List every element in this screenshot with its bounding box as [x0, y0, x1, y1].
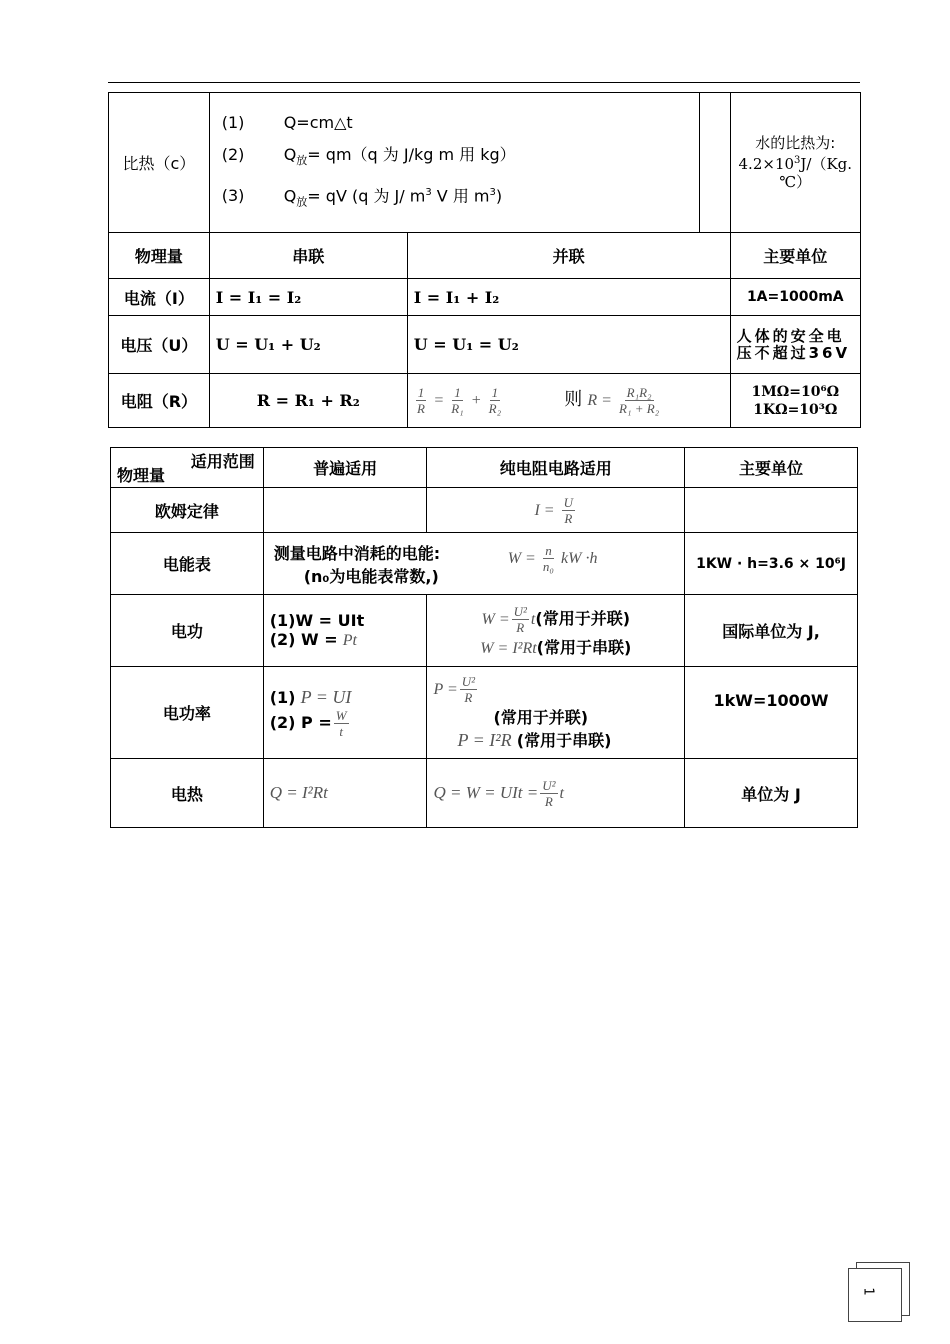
header-row [109, 233, 861, 279]
row-electric-heat: 电热 Q = I²Rt Q = W = UIt = $\frac{\text{U²}}{R}$ t 单位为 J [111, 759, 858, 828]
col-header-unit: 主要单位 [730, 233, 860, 279]
row-ohm: 欧姆定律 I = $\frac{U}{R}$ [111, 488, 858, 533]
row-resistance: 电阻（R） R = R₁ + R₂ $\frac{1}{R}$ = $\frac{1}{\text{R₁}}$ + $\frac{1}{\text{R₂}}$ 则 R = $\frac{\text{R₁R₂}}{\text{R₁ + R₂}}$ 1MΩ=10⁶Ω 1KΩ=10³Ω [109, 374, 861, 428]
row-electric-work: 电功 (1)W = UIt (2) W = Pt W = $\frac{\text{U²}}{R}$ t(常用于并联) W = I²Rt(常用于串联) 国际单位为 J, [111, 595, 858, 667]
header-row-2: 适用范围 物理量 普遍适用 纯电阻电路适用 主要单位 [111, 448, 858, 488]
page-number-box [848, 1262, 908, 1322]
formula-q-qv: = qV (q 为 J/ m [307, 186, 426, 206]
formula-q-qm: = qm（q 为 J/kg m 用 kg） [307, 144, 516, 164]
row-specific-heat [109, 93, 861, 233]
header-rule [108, 82, 860, 83]
specific-heat-formulas: (1) Q=cm△t (2) $Q_放= qm(q$ 为 J/kg m 用 kg） (3) $Q_放=$ qV (q 为 J/ $m^3$ V 用 $m^3$) [209, 93, 730, 233]
row-voltage: 电压（U） U = U₁ + U₂ U = U₁ = U₂ 人体的安全电压不超过36V [109, 316, 861, 374]
water-specific-heat-note: 水的比热为: $4.2\times 10^3J/(Kg.℃)$ [730, 93, 860, 233]
corner-header: 适用范围 物理量 [111, 448, 264, 488]
formula-q-cm-dt: Q=cm△t [283, 112, 353, 132]
col-header-parallel: 并联 [407, 233, 730, 279]
table-series-parallel [108, 92, 861, 428]
energy-meter-formula: W = $\frac{n}{\text{n₀}}$ kW ·h [507, 543, 598, 574]
page-number: 1 [860, 1287, 876, 1296]
col-header-quantity: 物理量 [109, 233, 210, 279]
row-energy-meter: 电能表 测量电路中消耗的电能: (n₀为电能表常数,) W = $\frac{n}{\text{n₀}}$ kW ·h 1KW · h=3.6 × 10⁶J [111, 533, 858, 595]
table-electric-formulas [110, 447, 858, 828]
specific-heat-label: 比热（c） [109, 93, 210, 233]
row-electric-power: 电功率 (1) P = UI (2) P = $\frac{W}{t}$ P = $\frac{\text{U²}}{R}$ (常用于并联) P = I²R (常用于串联) 1kW=1000W [111, 667, 858, 759]
col-header-series: 串联 [209, 233, 407, 279]
inner-divider [699, 93, 700, 232]
parallel-resistance-formula: $\frac{1}{R}$ = $\frac{1}{\text{R₁}}$ + $\frac{1}{\text{R₂}}$ 则 R = $\frac{\text{R₁R₂}}{\text{R₁ + R₂}}$ [407, 374, 730, 428]
row-current: 电流（I） I = I₁ = I₂ I = I₁ + I₂ 1A=1000mA [109, 279, 861, 316]
